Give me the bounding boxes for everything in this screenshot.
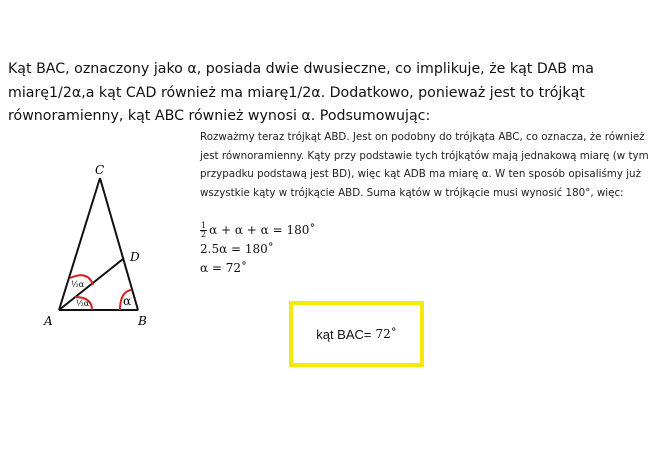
vertex-label-a: A: [44, 314, 53, 328]
side-ac: [59, 178, 100, 310]
intro-paragraph: Kąt BAC, oznaczony jako α, posiada dwie dwusieczne, co implikuje, że kąt DAB ma miarę1/2α,a kąt CAD również ma miarę1/2α. Dodatkowo, ponieważ jest to trójkąt równoramienny, kąt ABC również wynosi α. Podsumowując:: [8, 61, 595, 124]
equation-1: [200, 221, 315, 240]
fraction-half: [200, 222, 207, 239]
explanation-paragraph: Rozważmy teraz trójkąt ABD. Jest on podobny do trójkąta ABC, co oznacza, że również jest równoramienny. Kąty przy podstawie tych trójkątów mają jednakową miarę (w tym przypadku podstawą jest BD), więc kąt ADB ma miarę α. W ten sposób opisaliśmy już wszystkie kąty w trójkącie ABD. Suma kątów w trójkącie musi wynosić 180°, więc:: [200, 131, 649, 199]
angle-label-lower-half: ½α: [76, 299, 90, 308]
answer-label: kąt BAC=: [316, 326, 372, 342]
triangle-figure: [40, 160, 170, 335]
side-cb: [100, 178, 138, 310]
equation-2: 2.5α = 180˚: [200, 242, 274, 256]
equation-3: α = 72˚: [200, 261, 248, 275]
answer-box: [289, 301, 424, 367]
vertex-label-c: C: [95, 163, 105, 177]
angle-label-upper-half: ½α: [71, 280, 85, 289]
answer-value: 72˚: [375, 327, 397, 341]
vertex-label-d: D: [130, 250, 140, 264]
vertex-label-b: B: [138, 314, 147, 328]
fraction-denominator: 2: [201, 230, 207, 239]
equations-block: [200, 221, 315, 278]
equation-1-rest: α + α + α = 180˚: [209, 223, 316, 237]
fraction-numerator: 1: [201, 221, 207, 230]
angle-label-base: α: [123, 294, 132, 308]
